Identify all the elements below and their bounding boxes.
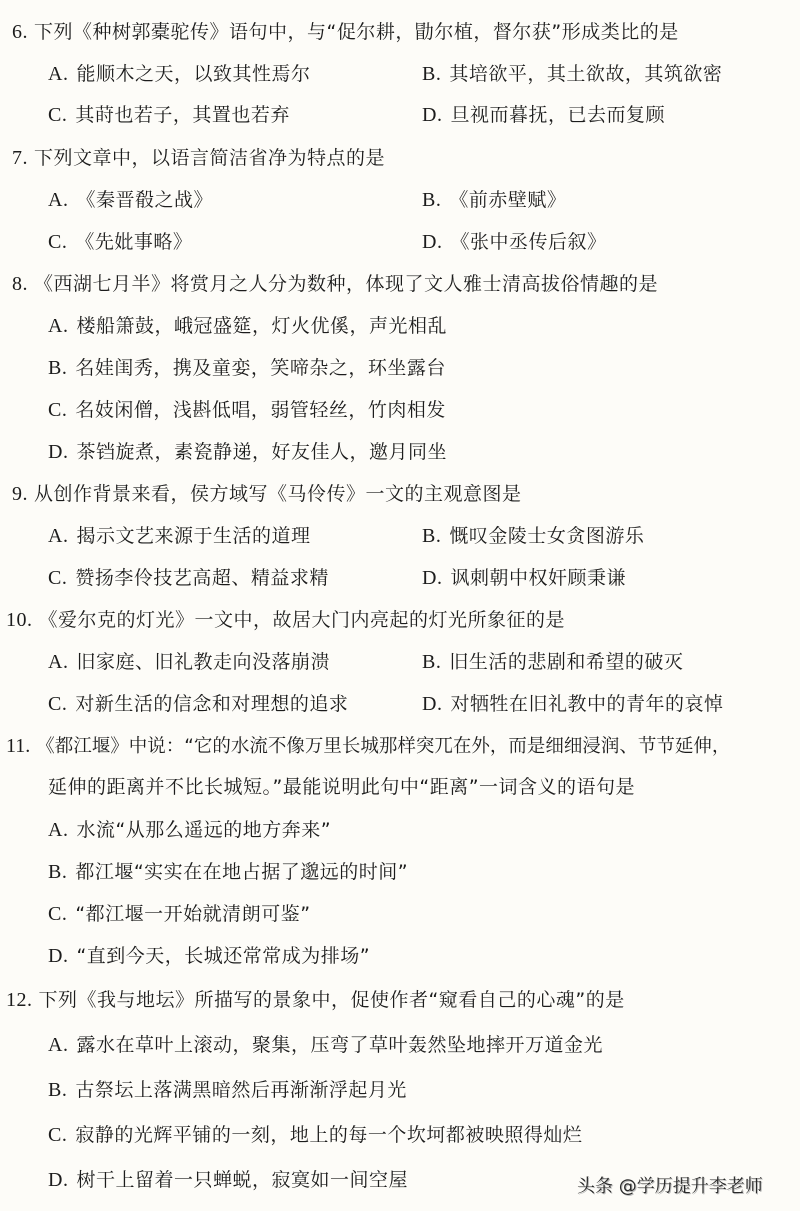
question-7-option-c — [48, 230, 192, 254]
option-label: B. — [48, 357, 68, 379]
question-text: 下列《种树郭橐驼传》语句中，与“促尔耕，勖尔植，督尔获”形成类比的是 — [34, 21, 679, 43]
option-text: 《先妣事略》 — [75, 231, 193, 253]
option-text: 其培欲平，其土欲故，其筑欲密 — [449, 63, 723, 85]
option-label: D. — [422, 231, 443, 253]
question-text: 《爱尔克的灯光》一文中，故居大门内亮起的灯光所象征的是 — [38, 609, 566, 631]
question-10-option-c — [48, 692, 348, 716]
question-number: 9. — [12, 483, 28, 505]
option-text: 赞扬李伶技艺高超、精益求精 — [75, 567, 329, 589]
question-7-option-b — [422, 188, 566, 212]
option-label: A. — [48, 819, 69, 841]
option-label: C. — [48, 399, 68, 421]
option-label: B. — [422, 189, 442, 211]
option-label: C. — [48, 1124, 68, 1146]
question-6-option-b — [422, 62, 722, 86]
question-number: 12. — [6, 989, 33, 1011]
question-12-option-c — [48, 1123, 582, 1147]
question-9-option-d — [422, 566, 626, 590]
question-text: 《西湖七月半》将赏月之人分为数种，体现了文人雅士清高拔俗情趣的是 — [34, 273, 659, 295]
question-9-option-a — [48, 524, 310, 548]
watermark: 头条 @学历提升李老师 — [577, 1176, 763, 1197]
question-8-option-d — [48, 440, 447, 464]
question-text: 下列文章中，以语言简洁省净为特点的是 — [34, 147, 386, 169]
option-text: 名妓闲僧，浅斟低唱，弱管轻丝，竹肉相发 — [75, 399, 446, 421]
option-label: B. — [422, 63, 442, 85]
question-11-option-d — [48, 944, 370, 968]
option-text: 慨叹金陵士女贪图游乐 — [449, 525, 645, 547]
option-label: A. — [48, 63, 69, 85]
option-text: 对牺牲在旧礼教中的青年的哀悼 — [450, 693, 724, 715]
option-text: 《张中丞传后叙》 — [450, 231, 607, 253]
question-text: 延伸的距离并不比长城短。”最能说明此句中“距离”一词含义的语句是 — [48, 776, 636, 798]
question-8-option-b — [48, 356, 446, 380]
option-text: 《前赤壁赋》 — [449, 189, 567, 211]
option-label: C. — [48, 104, 68, 126]
option-label: C. — [48, 231, 68, 253]
option-label: C. — [48, 567, 68, 589]
option-text: “都江堰一开始就清朗可鉴” — [75, 903, 311, 925]
question-7-option-a — [48, 188, 213, 212]
option-text: 茶铛旋煮，素瓷静递，好友佳人，邀月同坐 — [76, 441, 447, 463]
option-text: 旧生活的悲剧和希望的破灭 — [449, 651, 684, 673]
question-10-option-a — [48, 650, 330, 674]
option-text: 旧家庭、旧礼教走向没落崩溃 — [76, 651, 330, 673]
option-text: 露水在草叶上滚动，聚集，压弯了草叶轰然坠地摔开万道金光 — [76, 1034, 603, 1056]
question-number: 11. — [6, 735, 31, 757]
question-6-stem — [12, 20, 679, 44]
question-11-option-c — [48, 902, 311, 926]
question-number: 6. — [12, 21, 28, 43]
option-label: D. — [422, 104, 443, 126]
question-7-stem — [12, 146, 385, 170]
option-text: “直到今天，长城还常常成为排场” — [76, 945, 371, 967]
option-label: D. — [48, 945, 69, 967]
option-text: 都江堰“实实在在地占据了邈远的时间” — [75, 861, 409, 883]
question-9-option-b — [422, 524, 644, 548]
question-12-option-b — [48, 1078, 407, 1102]
option-text: 寂静的光辉平铺的一刻，地上的每一个坎坷都被映照得灿烂 — [75, 1124, 583, 1146]
option-label: A. — [48, 1034, 69, 1056]
question-9-stem — [12, 482, 522, 506]
option-text: 《秦晋殽之战》 — [76, 189, 213, 211]
question-11-option-b — [48, 860, 408, 884]
option-label: D. — [48, 1169, 69, 1191]
question-number: 10. — [6, 609, 33, 631]
question-8-stem — [12, 272, 658, 296]
option-label: B. — [422, 651, 442, 673]
question-7-option-d — [422, 230, 606, 254]
option-text: 名娃闺秀，携及童娈，笑啼杂之，环坐露台 — [75, 357, 446, 379]
question-11-stem-continued — [48, 775, 635, 799]
option-text: 能顺木之天，以致其性焉尔 — [76, 63, 311, 85]
question-number: 7. — [12, 147, 28, 169]
option-label: D. — [48, 441, 69, 463]
option-text: 对新生活的信念和对理想的追求 — [75, 693, 349, 715]
question-10-option-b — [422, 650, 683, 674]
option-label: A. — [48, 189, 69, 211]
question-11-stem — [6, 734, 730, 759]
option-text: 水流“从那么遥远的地方奔来” — [76, 819, 332, 841]
option-label: D. — [422, 693, 443, 715]
question-6-option-a — [48, 62, 310, 86]
question-6-option-c — [48, 103, 290, 127]
question-text: 《都江堰》中说：“它的水流不像万里长城那样突兀在外，而是细细浸润、节节延伸， — [36, 736, 731, 757]
option-label: A. — [48, 651, 69, 673]
option-label: D. — [422, 567, 443, 589]
option-label: A. — [48, 315, 69, 337]
question-10-stem — [6, 608, 565, 632]
question-10-option-d — [422, 692, 723, 716]
question-6-option-d — [422, 103, 665, 127]
question-11-option-a — [48, 818, 331, 842]
question-12-stem — [6, 988, 625, 1012]
option-label: B. — [48, 861, 68, 883]
option-text: 古祭坛上落满黑暗然后再渐渐浮起月光 — [75, 1079, 407, 1101]
option-text: 讽刺朝中权奸顾秉谦 — [450, 567, 626, 589]
option-text: 其莳也若子，其置也若弃 — [75, 104, 290, 126]
option-text: 旦视而暮抚，已去而复顾 — [450, 104, 665, 126]
question-number: 8. — [12, 273, 28, 295]
option-label: C. — [48, 903, 68, 925]
option-label: A. — [48, 525, 69, 547]
option-text: 揭示文艺来源于生活的道理 — [76, 525, 311, 547]
question-text: 下列《我与地坛》所描写的景象中，促使作者“窥看自己的心魂”的是 — [38, 989, 625, 1011]
question-9-option-c — [48, 566, 329, 590]
option-label: B. — [48, 1079, 68, 1101]
question-text: 从创作背景来看，侯方域写《马伶传》一文的主观意图是 — [34, 483, 522, 505]
option-text: 楼船箫鼓，峨冠盛筵，灯火优傒，声光相乱 — [76, 315, 447, 337]
question-8-option-c — [48, 398, 446, 422]
question-12-option-a — [48, 1033, 603, 1057]
option-label: C. — [48, 693, 68, 715]
option-text: 树干上留着一只蝉蜕，寂寞如一间空屋 — [76, 1169, 408, 1191]
option-label: B. — [422, 525, 442, 547]
question-8-option-a — [48, 314, 447, 338]
question-12-option-d — [48, 1168, 408, 1192]
